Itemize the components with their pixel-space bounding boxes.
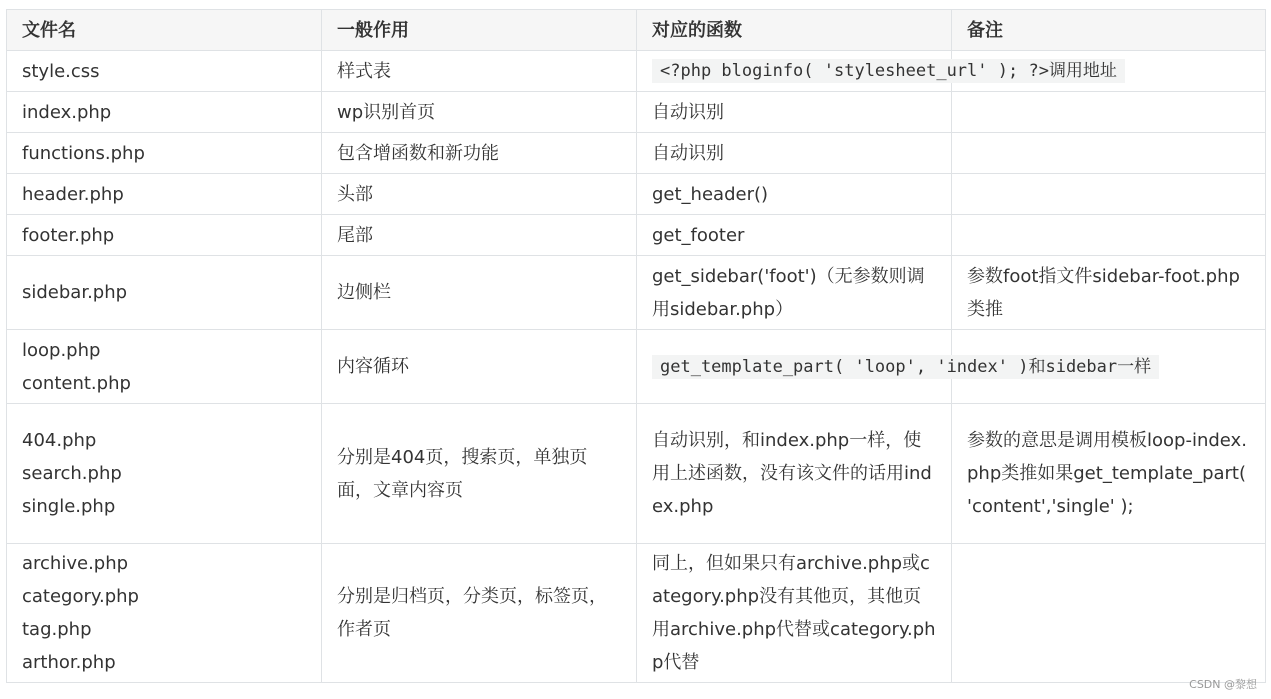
cell-file [7,544,322,683]
cell-note [952,215,1266,256]
cell-note [952,92,1266,133]
cell-function: get_sidebar('foot')（无参数则调用sidebar.php） [637,256,952,330]
cell-function [637,51,1117,92]
cell-purpose: 分别是归档页，分类页，标签页，作者页 [322,544,637,683]
function-code [652,59,1125,83]
cell-function: get_footer [637,215,952,256]
cell-note: 参数foot指文件sidebar-foot.php类推 [952,256,1266,330]
file-name: index.php [22,101,112,123]
file-name: tag.php [22,619,92,640]
cell-note: 参数的意思是调用模板loop-index.php类推如果get_template_part( 'content','single' ); [952,404,1266,544]
file-name: sidebar.php [22,282,128,303]
table-row [7,330,1266,404]
file-name: archive.php [22,553,129,574]
table-row [7,174,1266,215]
header-purpose: 一般作用 [322,10,637,51]
file-function-table [6,9,1266,683]
table-row [7,92,1266,133]
cell-purpose: wp识别首页 [322,92,637,133]
cell-file [7,133,322,174]
cell-purpose: 边侧栏 [322,256,637,330]
cell-purpose: 包含增函数和新功能 [322,133,637,174]
cell-function: 自动识别 [637,92,952,133]
file-name: single.php [22,496,116,517]
file-name: functions.php [22,142,145,164]
cell-function [637,330,1152,404]
file-name: footer.php [22,224,115,246]
cell-function: 自动识别 [637,133,952,174]
cell-purpose: 尾部 [322,215,637,256]
file-name: loop.php [22,339,101,361]
header-function: 对应的函数 [637,10,952,51]
watermark: CSDN @黎想 [1189,678,1257,691]
cell-note [952,544,1266,683]
cell-function: 自动识别，和index.php一样，使用上述函数，没有该文件的话用index.php [637,404,952,544]
cell-file [7,174,322,215]
cell-purpose: 分别是404页，搜索页，单独页面，文章内容页 [322,404,637,544]
file-name: arthor.php [22,652,116,673]
function-code-text: <?php bloginfo( 'stylesheet_url' ); ?> [660,61,1049,81]
table-row [7,544,1266,683]
function-code-text: get_template_part( 'loop', 'index' ) [660,356,1029,377]
table-row [7,215,1266,256]
cell-file [7,404,322,544]
cell-function: 同上，但如果只有archive.php或category.php没有其他页，其他页用archive.php代替或category.php代替 [637,544,952,683]
file-name: style.css [22,60,100,82]
cell-file [7,256,322,330]
table-row [7,133,1266,174]
header-filename: 文件名 [7,10,322,51]
file-name: 404.php [22,430,97,451]
cell-note [952,174,1266,215]
cell-file [7,51,322,92]
cell-file [7,330,322,404]
cell-file [7,92,322,133]
table-row [7,256,1266,330]
file-name: header.php [22,183,124,205]
file-name: search.php [22,463,122,484]
file-name: content.php [22,372,131,394]
table-header-row [7,10,1266,51]
cell-file [7,215,322,256]
cell-note [952,133,1266,174]
function-code [652,355,1159,379]
cell-purpose: 内容循环 [322,330,637,404]
cell-function: get_header() [637,174,952,215]
table-row [7,404,1266,544]
cell-purpose: 样式表 [322,51,637,92]
header-note: 备注 [952,10,1266,51]
table-row [7,51,1266,92]
file-name: category.php [22,586,139,607]
cell-purpose: 头部 [322,174,637,215]
function-text: 调用地址 [1048,61,1117,81]
function-text: 和sidebar一样 [1028,356,1152,377]
